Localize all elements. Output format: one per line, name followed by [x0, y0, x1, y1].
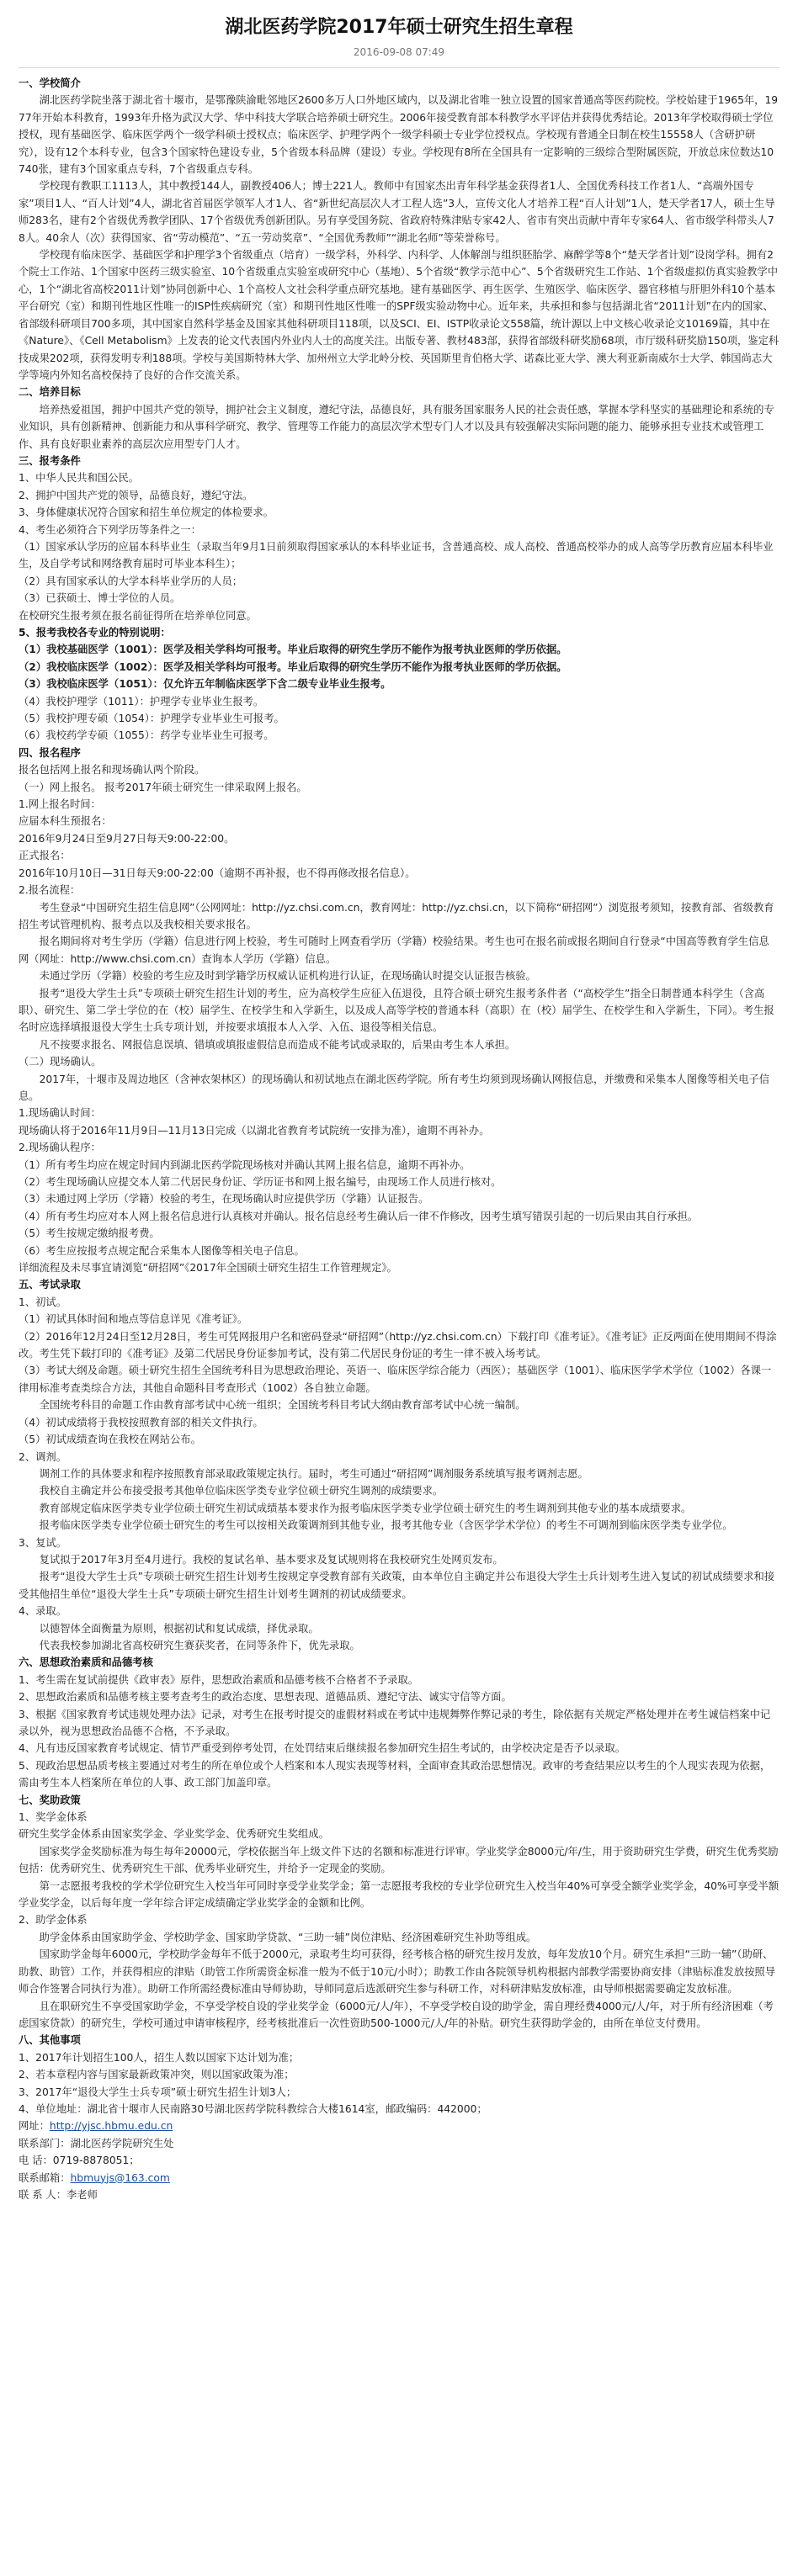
section-heading: 一、学校简介: [19, 77, 81, 89]
article-paragraph: 2、助学金体系: [19, 1914, 88, 1927]
article-paragraph: 3、身体健康状况符合国家和招生单位规定的体检要求。: [19, 506, 274, 519]
article-paragraph: 在校研究生报考须在报名前征得所在培养单位同意。: [19, 609, 257, 622]
section-heading: 五、考试录取: [19, 1279, 81, 1291]
article-paragraph: 1、中华人民共和国公民。: [19, 472, 140, 485]
article-paragraph: 以德智体全面衡量为原则，根据初试和复试成绩，择优录取。: [39, 1622, 319, 1635]
website-row: [19, 2118, 779, 2134]
article-paragraph: 4、考生必须符合下列学历等条件之一：: [19, 523, 201, 536]
article-paragraph: 代表我校参加湖北省高校研究生赛获奖者，在同等条件下，优先录取。: [39, 1639, 360, 1651]
contact-info: [19, 2118, 779, 2203]
article-paragraph: （1）我校基础医学（1001）：医学及相关学科均可报考。毕业后取得的研究生学历不能作为报考执业医师的学历依据。: [19, 644, 567, 656]
article-paragraph: （3）未通过网上学历（学籍）校验的考生，在现场确认时应提供学历（学籍）认证报告。: [19, 1193, 429, 1206]
department-row: 联系部门：湖北医药学院研究生处: [19, 2137, 174, 2149]
article-paragraph: 教育部规定临床医学类专业学位硕士研究生初试成绩基本要求作为报考临床医学类专业学位硕士研究生的考生调剂到其他专业的基本成绩要求。: [39, 1502, 692, 1514]
website-link[interactable]: http://yjsc.hbmu.edu.cn: [49, 2120, 173, 2133]
article-paragraph: （6）我校药学专硕（1055）：药学专业毕业生可报考。: [19, 729, 274, 742]
article-paragraph: 报考“退役大学生士兵”专项硕士研究生招生计划的考生，应为高校学生应征入伍退役，且符合硕士研究生报考条件者（“高校学生”指全日制普通本科学生（含高职）、研究生、第二学士学位的在（校）届学生、在校学生和入学新生，以及成人高等学校的普通本科（高职）在（校）届学生、在校学生和入学新生，下同）。考生报名时应选择填报退役大学生士兵专项计划，并按要求填报本人入学、入伍、退役等相关信息。: [19, 987, 774, 1034]
article-paragraph: 详细流程及未尽事宜请浏览“研招网”《2017年全国硕士研究生招生工作管理规定》。: [19, 1262, 397, 1275]
article-paragraph: 现场确认将于2016年11月9日—11月13日完成（以湖北省教育考试院统一安排为准），逾期不再补办。: [19, 1124, 490, 1137]
section-heading: 5、报考我校各专业的特别说明：: [19, 627, 171, 639]
article-paragraph: 且在职研究生不享受国家助学金，不享受学校自设的学业奖学金（6000元/人/年），不享受学校自设的助学金，需自理经费4000元/人/年，对于所有经济困难（考虑国家贷款）的研究生，学校可通过申请审核程序，经考核批准后一次性资助500-1000元/人/年的补贴。研究生获得助学金的，由所在单位支付费用。: [19, 2000, 774, 2029]
article-paragraph: 助学金体系由国家助学金、学校助学金、国家助学贷款、“三助一辅”岗位津贴、经济困难研究生补助等组成。: [39, 1931, 537, 1943]
phone-row: 电 话：0719-8878051；: [19, 2155, 140, 2167]
article-paragraph: （2）考生现场确认应提交本人第二代居民身份证、学历证书和网上报名编号，由现场工作人员进行核对。: [19, 1176, 502, 1188]
website-label: 网址：: [19, 2120, 50, 2133]
article-paragraph: （2）我校临床医学（1002）：医学及相关学科均可报考。毕业后取得的研究生学历不能作为报考执业医师的学历依据。: [19, 660, 567, 673]
article-paragraph: 调剂工作的具体要求和程序按照教育部录取政策规定执行。届时，考生可通过“研招网”调剂服务系统填写报考调剂志愿。: [39, 1467, 588, 1480]
section-heading: 七、奖助政策: [19, 1794, 81, 1806]
article-paragraph: 1、初试。: [19, 1296, 67, 1308]
article-paragraph: （4）我校护理学（1011）：护理学专业毕业生报考。: [19, 695, 264, 708]
article-paragraph: 3、复试。: [19, 1536, 67, 1549]
article-paragraph: 1、2017年计划招生100人，招生人数以国家下达计划为准；: [19, 2051, 300, 2064]
article-paragraph: 2017年，十堰市及周边地区（含神农架林区）的现场确认和初试地点在湖北医药学院。所有考生均须到现场确认网报信息，并缴费和采集本人图像等相关电子信息。: [19, 1073, 770, 1102]
section-heading: 八、其他事项: [19, 2034, 81, 2047]
article-paragraph: 报考“退役大学生士兵”专项硕士研究生招生计划考生按规定享受教育部有关政策，由本单位自主确定并公布退役大学生士兵计划考生进入复试的初试成绩要求和接受其他招生单位“退役大学生士兵”专项硕士研究生招生计划考生调剂的初试成绩要求。: [19, 1571, 775, 1600]
article-paragraph: 第一志愿报考我校的学术学位研究生入校当年可同时享受学业奖学金；第一志愿报考我校的专业学位研究生入校当年40%可享受全额学业奖学金，40%可享受半额学业奖学金，以后每年度一学年综合评定成绩确定学业奖学金的金额和比例。: [19, 1879, 779, 1910]
article-paragraph: 应届本科生预报名：: [19, 815, 112, 828]
article-paragraph: 3、2017年“退役大学生士兵专项”硕士研究生招生计划3人；: [19, 2086, 297, 2098]
article-paragraph: （1）初试具体时间和地点等信息详见《准考证》。: [19, 1313, 248, 1326]
article-paragraph: （1）所有考生均应在规定时间内到湖北医药学院现场核对并确认其网上报名信息，逾期不再补办。: [19, 1158, 471, 1171]
article-paragraph: 正式报名：: [19, 850, 71, 862]
article-paragraph: 报名包括网上报名和现场确认两个阶段。: [19, 764, 205, 777]
article-paragraph: 3、根据《国家教育考试违规处理办法》记录，对考生在报考时提交的虚假材料或在考试中违规舞弊作弊记录的考生，除依据有关规定严格处理并在考生诚信档案中记录以外，视为思想政治品德不合格，不予录取。: [19, 1708, 771, 1737]
article-paragraph: 2.报名流程：: [19, 884, 81, 897]
article-paragraph: 1、考生需在复试前提供《政审表》原件，思想政治素质和品德考核不合格者不予录取。: [19, 1673, 419, 1686]
section-heading: 三、报考条件: [19, 454, 81, 467]
article-paragraph: （3）我校临床医学（1051）：仅允许五年制临床医学下含二级专业毕业生报考。: [19, 678, 391, 691]
article-paragraph: 考生登录“中国研究生招生信息网”（公网网址：http://yz.chsi.com.cn，教育网址：http://yz.chsi.cn，以下简称“研招网”）浏览报考须知，按教育部、省级教育招生考试管理机构、报考点以及我校相关要求报名。: [19, 901, 774, 930]
article-paragraph: （2）具有国家承认的大学本科毕业学历的人员；: [19, 575, 243, 587]
article-paragraph: 4、单位地址：湖北省十堰市人民南路30号湖北医药学院科教综合大楼1614室，邮政编码：442000；: [19, 2102, 487, 2115]
article-paragraph: 未通过学历（学籍）校验的考生应及时到学籍学历权威认证机构进行认证，在现场确认时提交认证报告核验。: [39, 970, 536, 983]
article-paragraph: 2、思想政治素质和品德考核主要考查考生的政治态度、思想表现、道德品质、遵纪守法、诚实守信等方面。: [19, 1691, 512, 1704]
article-paragraph: （3）已获硕士、博士学位的人员。: [19, 592, 181, 605]
article-paragraph: 研究生奖学金体系由国家奖学金、学业奖学金、优秀研究生奖组成。: [19, 1828, 329, 1841]
email-row: [19, 2170, 779, 2186]
article-paragraph: 2、拥护中国共产党的领导，品德良好，遵纪守法。: [19, 489, 253, 501]
section-heading: 二、培养目标: [19, 386, 81, 399]
publish-date: 2016-09-08 07:49: [353, 46, 445, 58]
article-paragraph: 复试拟于2017年3月至4月进行。我校的复试名单、基本要求及复试规则将在我校研究生处网页发布。: [39, 1553, 503, 1566]
article-body: [19, 75, 779, 2118]
article-paragraph: （2）2016年12月24日至12月28日，考生可凭网报用户名和密码登录“研招网”（http://yz.chsi.com.cn）下载打印《准考证》。《准考证》正反两面在使用期间不得涂改。考生凭下载打印的《准考证》及第二代居民身份证参加考试，没有第二代居民身份证的考生一律不被入场考试。: [19, 1330, 777, 1360]
article-paragraph: 1.现场确认时间：: [19, 1107, 101, 1120]
article-paragraph: 4、录取。: [19, 1605, 67, 1618]
email-label: 联系邮箱：: [19, 2171, 71, 2184]
article-paragraph: （二）现场确认。: [19, 1056, 102, 1068]
article-paragraph: （4）初试成绩将于我校按照教育部的相关文件执行。: [19, 1416, 263, 1428]
article-paragraph: 报名期间将对考生学历（学籍）信息进行网上校验，考生可随时上网查看学历（学籍）校验结果。考生也可在报名前或报名期间自行登录“中国高等教育学生信息网（网址：http://www.chsi.com.cn）查询本人学历（学籍）信息。: [19, 936, 769, 965]
article-paragraph: 2.现场确认程序：: [19, 1142, 101, 1154]
article-paragraph: 5、现政治思想品质考核主要通过对考生的所在单位或个人档案和本人现实表现等材料，全面审查其政治思想情况。政审的考查结果应以考生的个人现实表现为依据，需由考生本人档案所在单位的人事、政工部门加盖印章。: [19, 1759, 771, 1789]
article-paragraph: 湖北医药学院坐落于湖北省十堰市，是鄂豫陕渝毗邻地区2600多万人口外地区域内，以及湖北省唯一独立设置的国家普通高等医药院校。学校始建于1965年，1977年开始本科教育，1993年升格为武汉大学、华中科技大学联合培养硕士研究生。2006年接受教育部本科教学水平评估并获得优秀结论。2013年学校取得硕士学位授权，现有基础医学、临床医学两个一级学科硕士授权点；临床医学、护理学两个一级学科硕士专业学位授权点。学校现有普通全日制在校生15558人（含研护研究），设有12个本科专业，包含3个国家特色建设专业，5个省级本科品牌（建设）专业。学校现有8所在全国具有一定影响的三级综合型附属医院，开放总床位数达10740张，建有3个国家重点专科，7个省级重点专科。: [19, 94, 779, 176]
article-paragraph: 凡不按要求报名、网报信息误填、错填或填报虚假信息而造成不能考试或录取的，后果由考生本人承担。: [39, 1038, 516, 1051]
article-paragraph: 培养热爱祖国，拥护中国共产党的领导，拥护社会主义制度，遵纪守法，品德良好，具有服务国家服务人民的社会责任感，掌握本学科坚实的基础理论和系统的专业知识，具有创新精神、创新能力和从事科学研究、教学、管理等工作能力的高层次学术型专门人才以及具有较强解决实际问题的能力、能够承担专业技术或管理工作、具有良好职业素养的高层次应用型专门人才。: [19, 403, 774, 450]
article-paragraph: 国家助学金每年6000元，学校助学金每年不低于2000元，录取考生均可获得，经考核合格的研究生按月发放，每年发放10个月。研究生承担“三助一辅”（助研、助教、助管）工作，并获得相应的津贴（助管工作所需资金标准一般为不低于10元/小时）；助教工作由各院领导机构根据内部教学需要协商安排（津贴标准发放按照导师合作签署合同执行为准）。助研工作所需经费标准由导师协助，导师同意后选派研究生参与科研工作，对科研津贴发放标准，由导师根据需要确定发放标准。: [19, 1948, 776, 1996]
article-paragraph: 国家奖学金奖励标准为每生每年20000元，学校依据当年上级文件下达的名额和标准进行评审。学业奖学金8000元/年/生，用于资助研究生学费，研究生优秀奖励包括：优秀研究生、优秀研究生干部、优秀毕业研究生，并给予一定现金的奖励。: [19, 1845, 779, 1875]
article-paragraph: （1）国家承认学历的应届本科毕业生（录取当年9月1日前须取得国家承认的本科毕业证书，含普通高校、成人高校、普通高校举办的成人高等学历教育应届本科毕业生，及自学考试和网络教育届时可毕业本科生）；: [19, 540, 774, 570]
article-paragraph: 学校现有临床医学、基础医学和护理学3个省级重点（培育）一级学科，外科学、内科学、人体解剖与组织胚胎学、麻醉学等8个“楚天学者计划”设岗学科。拥有2个院士工作站、1个国家中医药三级实验室、10个省级重点实验室或研究中心（基地）、5个省级“教学示范中心”、5个省级研究生工作站、1个省级虚拟仿真实验教学中心，1个“湖北省高校2011计划”协同创新中心、1个高校人文社会科学重点研究基地。建有基础医学、再生医学、生殖医学、临床医学、器官移植与肝胆外科10个基本平台研究（室）和期刊性地区性唯一的ISP性疾病研究（室）和期刊性地区性唯一的SPF级实验动物中心。近年来，共承担和参与包括湖北省“2011计划”在内的国家、省部级科研项目700多项，其中国家自然科学基金及国家其他科研项目118项，以及SCI、EI、ISTP收录论文558篇，统计源以上中文核心收录论文10169篇，其中在《Nature》、《Cell Metabolism》上发表的论文代表国内外业内人士的高度关注。出版专著、教材483部，获得省部级科研奖励68项，市厅级科研奖励150项，鉴定科技成果202项，获得发明专利188项。学校与美国斯特林大学、加州州立大学北岭分校、英国斯里肯伯格大学、诺森比亚大学、澳大利亚新南威尔士大学、韩国尚志大学等境内外知名高校保持了良好的合作交流关系。: [19, 249, 779, 381]
article-paragraph: （一）网上报名。 报考2017年硕士研究生一律采取网上报名。: [19, 781, 307, 793]
article-paragraph: 4、凡有违反国家教育考试规定、情节严重受到停考处罚，在处罚结束后继续报名参加研究生招生考试的，由学校决定是否予以录取。: [19, 1742, 626, 1755]
article-paragraph: 报考临床医学类专业学位硕士研究生的考生可以按相关政策调剂到其他专业，报考其他专业（含医学学术学位）的考生不可调剂到临床医学类专业学位。: [39, 1519, 733, 1532]
article-paragraph: 学校现有教职工1113人，其中教授144人，副教授406人；博士221人。教师中有国家杰出青年科学基金获得者1人、全国优秀科技工作者1人、“高端外国专家”项目1人、“百人计划”4人，湖北省首届医学领军人才1人、省“新世纪高层次人才工程人选”3人，宣传文化人才培养工程“百人计划”1人，楚天学者17人，硕士生导师283名，建有2个省级优秀教学团队、17个省级优秀创新团队。另有享受国务院、省政府特殊津贴专家42人、省市有突出贡献中青年专家64人、省市级学科带头人78人。40余人（次）获得国家、省“劳动模范”、“五一劳动奖章”、“全国优秀教师”“湖北名师”等荣誉称号。: [19, 180, 775, 244]
article-paragraph: 1.网上报名时间：: [19, 798, 101, 811]
article-paragraph: 全国统考科目的命题工作由教育部考试中心统一组织；全国统考科目考试大纲由教育部考试中心统一编制。: [39, 1399, 526, 1412]
section-heading: 六、思想政治素质和品德考核: [19, 1656, 153, 1669]
article-paragraph: 2016年9月24日至9月27日每天9:00-22:00。: [19, 832, 235, 845]
article-paragraph: 2、调剂。: [19, 1450, 67, 1463]
article-paragraph: （4）所有考生均应对本人网上报名信息进行认真核对并确认。报名信息经考生确认后一律不作修改，因考生填写错误引起的一切后果由其自行承担。: [19, 1210, 699, 1222]
article-paragraph: 2、若本章程内容与国家最新政策冲突，则以国家政策为准；: [19, 2069, 295, 2081]
article-paragraph: （5）初试成绩查询在我校在网站公布。: [19, 1434, 201, 1446]
section-heading: 四、报名程序: [19, 746, 81, 759]
article-paragraph: （3）考试大纲及命题。硕士研究生招生全国统考科目为思想政治理论、英语一、临床医学综合能力（西医）；基础医学（1001）、临床医学学术学位（1002）各课一律用标准考查类综合方法，其他自命题科目考查形式（1002）各自独立命题。: [19, 1365, 772, 1394]
email-link[interactable]: hbmuyjs@163.com: [70, 2171, 170, 2184]
article-paragraph: 我校自主确定并公布接受报考其他单位临床医学类专业学位硕士研究生调剂的成绩要求。: [39, 1485, 444, 1497]
article-paragraph: （5）我校护理专硕（1054）：护理学专业毕业生可报考。: [19, 713, 285, 725]
title-divider: [19, 67, 779, 68]
article-paragraph: （6）考生应按报考点规定配合采集本人图像等相关电子信息。: [19, 1244, 305, 1257]
article-paragraph: 1、奖学金体系: [19, 1811, 88, 1824]
contact-person-row: 联 系 人：李老师: [19, 2188, 98, 2201]
page-title: 湖北医药学院2017年硕士研究生招生章程: [225, 17, 573, 38]
article-paragraph: （5）考生按规定缴纳报考费。: [19, 1227, 160, 1240]
article-paragraph: 2016年10月10日—31日每天9:00-22:00（逾期不再补报，也不得再修改报名信息）。: [19, 867, 416, 879]
